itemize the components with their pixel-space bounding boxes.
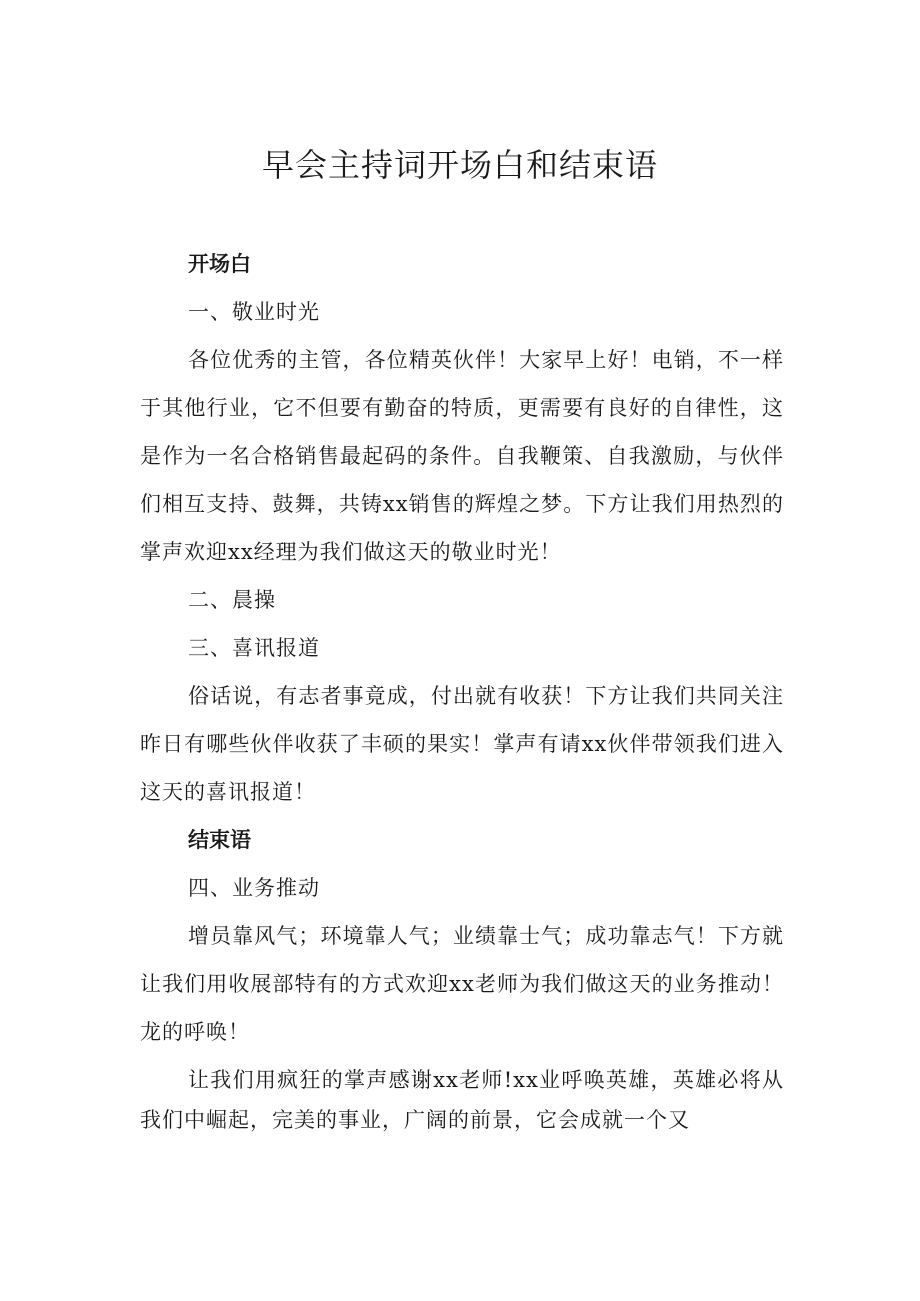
paragraph-dedication-time: 各位优秀的主管，各位精英伙伴！大家早上好！电销，不一样于其他行业，它不但要有勤奋的特质，更需要有良好的自律性，这是作为一名合格销售最起码的条件。自我鞭策、自我激励，与伙伴们相互支持、鼓舞，共铸xx销售的辉煌之梦。下方让我们用热烈的掌声欢迎xx经理为我们做这天的敬业时光！ <box>140 348 784 564</box>
section-heading-opening: 开场白 <box>188 252 251 276</box>
item-heading-good-news-report: 三、喜讯报道 <box>188 636 320 660</box>
item-heading-morning-exercise: 二、晨操 <box>188 588 276 612</box>
item-heading-business-promotion: 四、业务推动 <box>188 876 320 900</box>
paragraph-business-promotion: 增员靠风气；环境靠人气；业绩靠士气；成功靠志气！下方就让我们用收展部特有的方式欢迎xx老师为我们做这天的业务推动！龙的呼唤！ <box>140 924 784 1044</box>
paragraph-good-news-report: 俗话说，有志者事竟成，付出就有收获！下方让我们共同关注昨日有哪些伙伴收获了丰硕的果实！掌声有请xx伙伴带领我们进入这天的喜讯报道！ <box>140 684 784 804</box>
item-heading-dedication-time: 一、敬业时光 <box>188 300 320 324</box>
document-title: 早会主持词开场白和结束语 <box>261 146 658 184</box>
section-heading-closing: 结束语 <box>188 828 251 852</box>
paragraph-closing-thanks: 让我们用疯狂的掌声感谢xx老师!xx业呼唤英雄，英雄必将从我们中崛起，完美的事业，广阔的前景，它会成就一个又 <box>140 1068 784 1132</box>
document-body <box>140 240 784 1140</box>
